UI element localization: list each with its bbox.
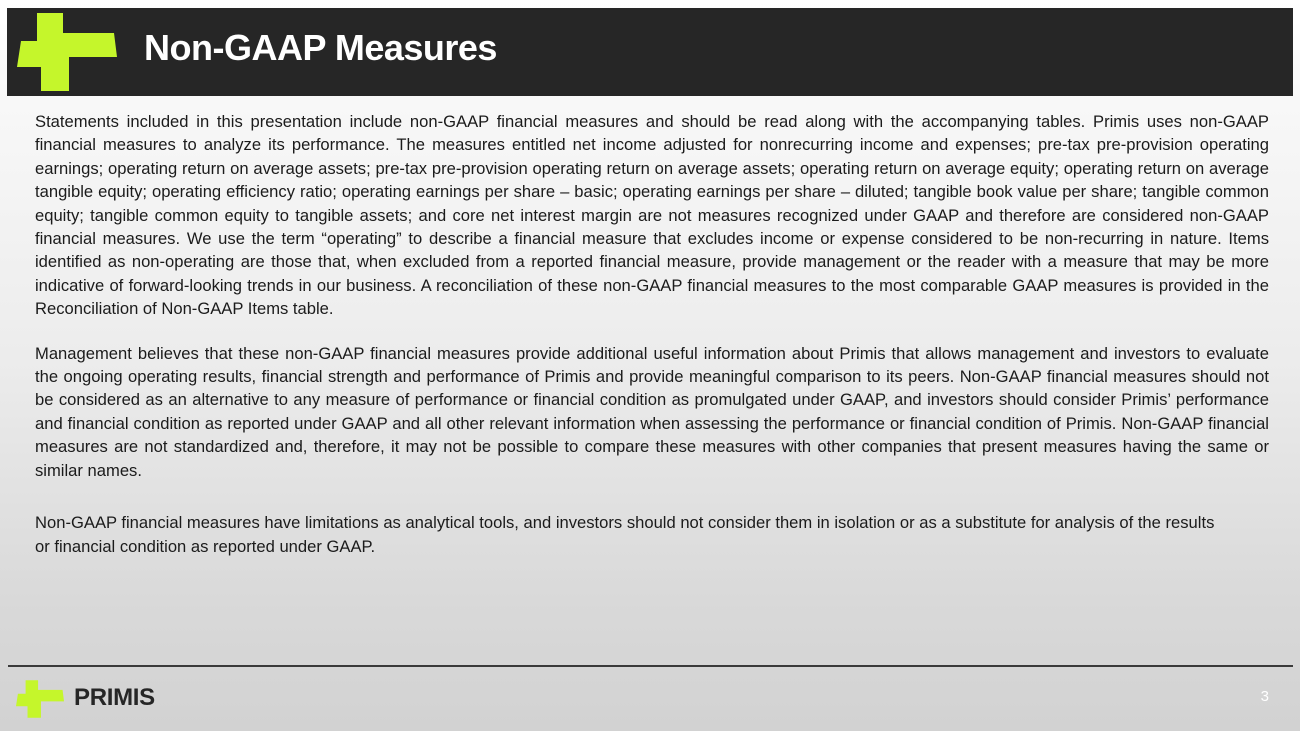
body-text	[35, 110, 1269, 558]
primis-plus-logo-icon	[17, 13, 117, 91]
paragraph-management-beliefs: Management believes that these non-GAAP financial measures provide additional useful information about Primis that allows management and investors to evaluate the ongoing operating results, financial strength and performance of Primis and provide meaningful comparison to its peers. Non-GAAP financial measures should not be considered as an alternative to any measure of performance or financial condition as promulgated under GAAP, and investors should consider Primis’ performance and financial condition as reported under GAAP and all other relevant information when assessing the performance or financial condition of Primis. Non-GAAP financial measures are not standardized and, therefore, it may not be possible to compare these measures with other companies that present measures having the same or similar names.	[35, 343, 1269, 480]
paragraph-non-gaap-statements: Statements included in this presentation include non-GAAP financial measures and should be read along with the accompanying tables. Primis uses non-GAAP financial measures to analyze its performance. The measures entitled net income adjusted for nonrecurring income and expenses; pre-tax pre-provision operating earnings; operating return on average assets; pre-tax pre-provision operating return on average assets; operating return on average equity; operating return on average tangible equity; operating efficiency ratio; operating earnings per share – basic; operating earnings per share – diluted; tangible book value per share; tangible common equity; tangible common equity to tangible assets; and core net interest margin are not measures recognized under GAAP and therefore are considered non-GAAP financial measures. We use the term “operating” to describe a financial measure that excludes income or expense considered to be non-recurring in nature. Items identified as non-operating are those that, when excluded from a reported financial measure, provide management or the reader with a measure that may be more indicative of forward-looking trends in our business. A reconciliation of these non-GAAP financial measures to the most comparable GAAP measures is provided in the Reconciliation of Non-GAAP Items table.	[35, 112, 1269, 319]
page-title: Non-GAAP Measures	[144, 27, 497, 68]
footer-brand-name: PRIMIS	[74, 684, 155, 711]
page-number: 3	[1260, 688, 1269, 705]
header-bar	[7, 8, 1293, 96]
paragraph-limitations: Non-GAAP financial measures have limitations as analytical tools, and investors should not consider them in isolation or as a substitute for analysis of the results or financial condition as reported under GAAP.	[35, 513, 1215, 556]
footer-divider	[8, 665, 1293, 667]
primis-plus-logo-icon	[16, 680, 64, 718]
